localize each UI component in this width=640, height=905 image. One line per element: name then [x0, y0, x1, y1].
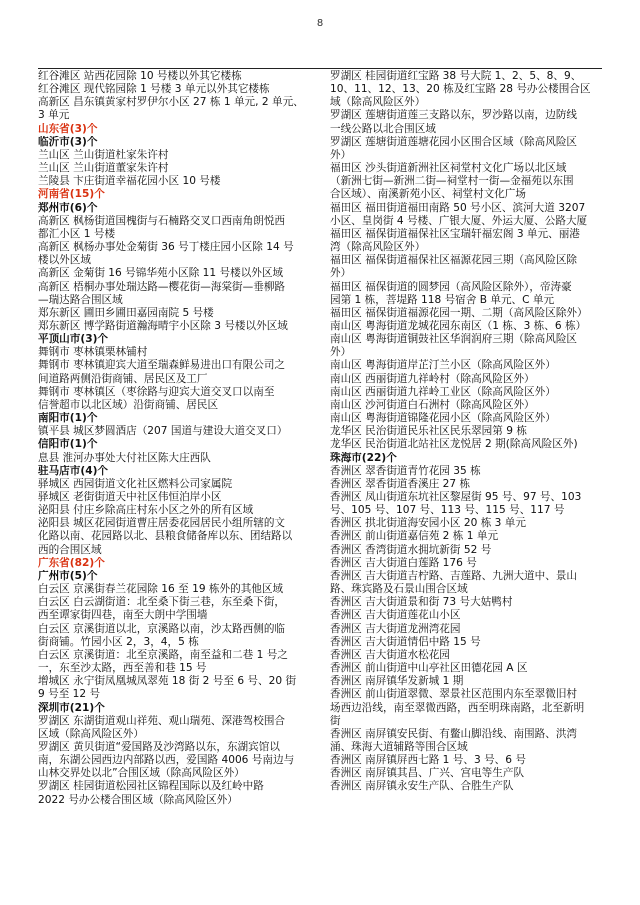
area-line: 兰山区 兰山街道杜家朱许村 — [38, 148, 169, 161]
area-line: 路、珠宾路及石景山围合区域 — [330, 583, 468, 596]
area-line: 场西边沿线，南至翠微西路，西至明珠南路，北至新明 — [330, 701, 585, 714]
area-line: 香洲区 翠香街道香溪庄 27 栋 — [330, 477, 471, 490]
area-line: 香洲区 南屏镇其昌、广兴、宫电等生产队 — [330, 767, 525, 780]
area-line: 间道路两侧沿街商铺、居民区及工厂 — [38, 372, 208, 385]
area-line: 香洲区 南屏镇屏西七路 1 号、3 号、6 号 — [330, 754, 526, 767]
area-line: 街 — [330, 714, 341, 727]
area-line: 白云区 京溪街道：北至京溪路，南至益和二巷 1 号之 — [38, 648, 288, 661]
area-line: 高新区 枫杨办事处金菊街 36 号丁楼庄园小区除 14 号 — [38, 241, 294, 254]
area-line: 2022 号办公楼合围区域（除高风险区外） — [38, 793, 238, 806]
area-line: 红谷滩区 站西花园除 10 号楼以外其它楼栋 — [38, 70, 242, 82]
area-line: 山林交界处以北”合围区域（除高风险区外） — [38, 767, 245, 780]
area-line: 区域（除高风险区外） — [38, 727, 144, 740]
area-line: 香洲区 吉大街道吉柠路、吉莲路、九洲大道中、景山 — [330, 569, 578, 582]
province-heading: 河南省(15)个 — [38, 188, 105, 201]
area-line: 南，东湖公园西边内部路以西，爱国路 4006 号南边与 — [38, 754, 295, 767]
area-line: 镇平县 城区梦圆酒店（207 国道与建设大道交叉口） — [38, 425, 288, 438]
area-line: 香洲区 南屏镇华发新城 1 期 — [330, 675, 464, 688]
area-line: 南山区 粤海街道铜鼓社区华润润府三期（除高风险区 — [330, 333, 578, 346]
city-heading: 信阳市(1)个 — [38, 438, 98, 451]
area-line: 香洲区 南屏镇安民街、有鳖山脚沿线、南围路、洪湾 — [330, 727, 578, 740]
area-line: 一，东至沙太路，西至善和巷 15 号 — [38, 662, 207, 675]
area-line: 龙华区 民治街道民乐社区民乐翠园第 9 栋 — [330, 425, 527, 438]
area-line: 香洲区 南屏镇永安生产队、合胜生产队 — [330, 780, 514, 793]
area-line: 西至谭家街四巷，南至大朗中学围墙 — [38, 609, 208, 622]
province-heading: 广东省(82)个 — [38, 556, 105, 569]
area-line: 香洲区 香湾街道水拥坑新街 52 号 — [330, 543, 492, 556]
area-line: 增城区 永宁街凤凰城凤翠苑 18 街 2 号至 6 号、20 街 — [38, 675, 297, 688]
city-heading: 郑州市(6)个 — [38, 201, 98, 214]
area-line: 罗湖区 黄贝街道“爱国路及沙湾路以东，东湖宾馆以 — [38, 740, 280, 753]
area-line: 湾（除高风险区外） — [330, 241, 426, 254]
province-heading: 山东省(3)个 — [38, 122, 98, 135]
area-line: 街商铺。竹园小区 2，3，4，5 栋 — [38, 635, 199, 648]
area-line: 香洲区 拱北街道海安园小区 20 栋 3 单元 — [330, 517, 526, 530]
area-line: 福田区 福保街道福保社区宝瑞轩福宏阁 3 单元、丽港 — [330, 227, 580, 240]
area-line: 南山区 沙河街道白石洲村（除高风险区外） — [330, 398, 535, 411]
area-line: 信誉超市以北区域）沿街商铺、居民区 — [38, 398, 219, 411]
city-heading: 珠海市(22)个 — [330, 451, 397, 464]
area-line: 罗湖区 桂园街道松园社区锦程国际以及红岭中路 — [38, 780, 264, 793]
area-line: 罗湖区 东湖街道观山祥苑、观山瑞苑、深港驾校围合 — [38, 714, 286, 727]
area-line: 外） — [330, 267, 352, 280]
right-column — [330, 70, 602, 794]
area-line: 白云区 白云湖街道：北至桑下街三巷，东至桑下街， — [38, 596, 286, 609]
city-heading: 深圳市(21)个 — [38, 701, 105, 714]
area-line: 红谷滩区 现代铭园除 1 号楼 3 单元以外其它楼栋 — [38, 83, 270, 96]
area-line: 涌、珠海大道辅路等围合区域 — [330, 740, 468, 753]
area-line: 香洲区 翠香街道青竹花园 35 栋 — [330, 464, 481, 477]
area-line: 外） — [330, 148, 352, 161]
area-line: 香洲区 前山街道中山亭社区田德花园 A 区 — [330, 662, 528, 675]
area-line: 西的合围区域 — [38, 543, 102, 556]
area-line: 南山区 西丽街道九祥岭工业区（除高风险区外） — [330, 385, 556, 398]
area-line: 一线公路以北合围区域 — [330, 122, 436, 135]
area-line: 福田区 福保街道的圆梦园（高风险区除外），帝涛豪 — [330, 280, 572, 293]
area-line: 10、11、12、13、20 栋及红宝路 28 号办公楼围合区 — [330, 83, 591, 96]
area-line: 福田区 沙头街道新洲社区祠堂村文化广场以北区域 — [330, 162, 567, 175]
area-line: 香洲区 前山街道嘉信苑 2 栋 1 单元 — [330, 530, 499, 543]
area-line: 福田区 福保街道福保社区福源花园三期（高风险区除 — [330, 254, 578, 267]
area-line: 白云区 京溪街道以北，京溪路以南，沙太路西侧的临 — [38, 622, 286, 635]
area-line: 9 号至 12 号 — [38, 688, 101, 701]
area-line: 高新区 昌东镇黄家村罗伊尔小区 27 栋 1 单元, 2 单元、 — [38, 96, 304, 109]
area-line: 舞钢市 枣林镇迎宾大道至瑞森鲜易进出口有限公司之 — [38, 359, 286, 372]
area-line: （新洲七街—新洲二街—祠堂村一街—金福苑以东围 — [330, 175, 574, 188]
area-line: 域（除高风险区外） — [330, 96, 426, 109]
area-line: 福田区 福田街道福田南路 50 号小区、滨河大道 3207 — [330, 201, 586, 214]
city-heading: 广州市(5)个 — [38, 569, 98, 582]
area-line: 香洲区 吉大街道白莲路 176 号 — [330, 556, 477, 569]
city-heading: 平顶山市(3)个 — [38, 333, 109, 346]
area-line: 白云区 京溪街春兰花园除 16 至 19 栋外的其他区域 — [38, 583, 284, 596]
area-line: 郑东新区 圃田乡圃田嘉园南院 5 号楼 — [38, 306, 214, 319]
area-line: 高新区 枫杨街道国槐街与石楠路交叉口西南角朗悦西 — [38, 214, 286, 227]
area-line: 高新区 梧桐办事处瑞达路—樱花街—海棠街—垂柳路 — [38, 280, 286, 293]
area-line: 号、105 号、107 号、113 号、115 号、117 号 — [330, 504, 565, 517]
area-line: 龙华区 民治街道北站社区龙悦居 2 期(除高风险区外) — [330, 438, 578, 451]
area-line: 香洲区 凤山街道东坑社区黎屋街 95 号、97 号、103 — [330, 491, 582, 503]
area-line: 泌阳县 城区花园街道曹庄居委花园居民小组所辖的文 — [38, 517, 286, 530]
area-line: 3 单元 — [38, 109, 70, 122]
area-line: 驿城区 老街街道天中社区伟恒泊岸小区 — [38, 491, 222, 503]
area-line: 南山区 粤海街道龙城花园东南区（1 栋、3 栋、6 栋） — [330, 319, 587, 332]
area-line: 驿城区 西园街道文化社区燃料公司家属院 — [38, 477, 233, 490]
area-line: 南山区 粤海街道锦隆花园小区（除高风险区外） — [330, 412, 556, 425]
page-number: 8 — [316, 18, 324, 29]
city-heading: 临沂市(3)个 — [38, 135, 98, 148]
area-line: —瑞达路合围区域 — [38, 293, 123, 306]
area-line: 郑东新区 博学路街道瀚海晴宇小区除 3 号楼以外区域 — [38, 319, 288, 332]
area-line: 息县 淮河办事处大付社区陈大庄西队 — [38, 451, 211, 464]
city-heading: 驻马店市(4)个 — [38, 464, 109, 477]
area-line: 香洲区 吉大街道景和街 73 号大姑鸭村 — [330, 596, 513, 609]
area-line: 南山区 粤海街道岸芷汀兰小区（除高风险区外） — [330, 359, 556, 372]
area-line: 都汇小区 1 号楼 — [38, 227, 116, 240]
header-rule — [38, 68, 602, 69]
area-line: 罗湖区 桂园街道红宝路 38 号大院 1、2、5、8、9、 — [330, 70, 582, 82]
area-line: 罗湖区 莲塘街道莲塘花园小区围合区域（除高风险区 — [330, 135, 578, 148]
area-line: 舞钢市 枣林镇区（枣徐路与迎宾大道交叉口以南至 — [38, 385, 275, 398]
area-line: 香洲区 吉大街道水松花园 — [330, 648, 450, 661]
area-line: 外） — [330, 346, 352, 359]
area-line: 舞钢市 枣林镇栗林铺村 — [38, 346, 148, 359]
area-line: 南山区 西丽街道九祥岭村（除高风险区外） — [330, 372, 535, 385]
area-line: 兰陵县 卞庄街道幸福花园小区 10 号楼 — [38, 175, 221, 188]
left-column — [38, 70, 321, 807]
area-line: 合区域）、南溪新苑小区、祠堂村文化广场 — [330, 188, 526, 201]
area-line: 福田区 福保街道福源花园一期、二期（高风险区除外） — [330, 306, 588, 319]
area-line: 兰山区 兰山街道董家朱许村 — [38, 162, 169, 175]
area-line: 楼以外区域 — [38, 254, 91, 267]
area-line: 香洲区 吉大街道莲花山小区 — [330, 609, 461, 622]
area-line: 泌阳县 付庄乡除高庄村东小区之外的所有区域 — [38, 504, 254, 517]
area-line: 园第 1 栋，菩堤路 118 号宿舍 B 单元、C 单元 — [330, 293, 555, 306]
area-line: 香洲区 前山街道翠微、翠景社区范围内东至翠微旧村 — [330, 688, 578, 701]
area-line: 高新区 金菊街 16 号锦华苑小区除 11 号楼以外区域 — [38, 267, 284, 280]
area-line: 小区、皇岗街 4 号楼、广银大厦、外运大厦、公路大厦 — [330, 214, 588, 227]
area-line: 化路以南、花园路以北、县粮食储备库以东、团结路以 — [38, 530, 293, 543]
area-line: 罗湖区 莲塘街道莲三支路以东，罗沙路以南，边防线 — [330, 109, 578, 122]
city-heading: 南阳市(1)个 — [38, 412, 98, 425]
area-line: 香洲区 吉大街道龙洲湾花园 — [330, 622, 461, 635]
area-line: 香洲区 吉大街道情侣中路 15 号 — [330, 635, 481, 648]
